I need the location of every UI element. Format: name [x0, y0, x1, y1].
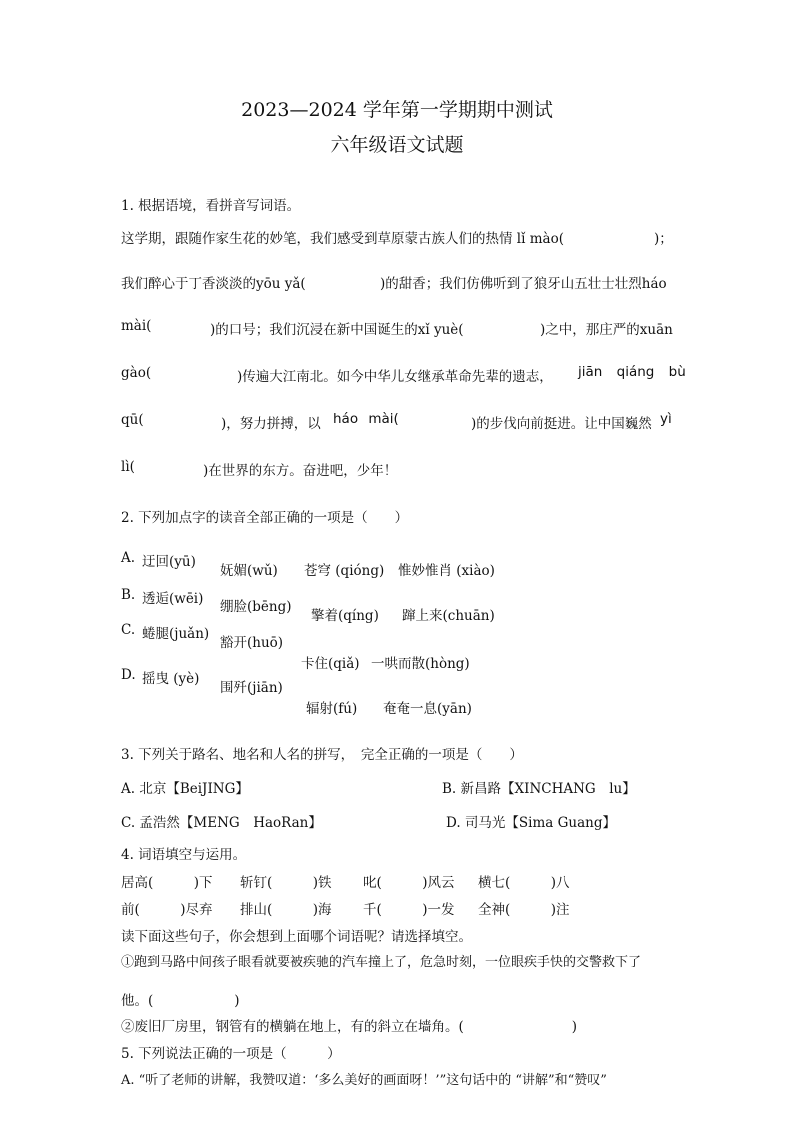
q2-option-d-label: D. — [121, 667, 136, 683]
q2-c4: 一哄而散(hòng) — [371, 656, 470, 672]
q1-line3a: mài( — [121, 318, 152, 334]
q2-b1: 透逅(wēi) — [142, 591, 204, 607]
q5-heading: 5. 下列说法正确的一项是（ ） — [121, 1046, 341, 1062]
q2-heading: 2. 下列加点字的读音全部正确的一项是（ ） — [121, 510, 409, 526]
q4-heading: 4. 词语填空与运用。 — [121, 847, 247, 863]
q1-line4b: )传遍大江南北。如今中华儿女继承革命先辈的遗志， — [237, 369, 553, 385]
q4-row2-item: 前( )尽弃 — [121, 902, 213, 918]
q4-row1-item: 横七( )八 — [478, 875, 570, 891]
q4-row1-item: 叱( )风云 — [363, 875, 455, 891]
q2-c1: 蜷腿(juǎn) — [142, 626, 210, 642]
q2-a1: 迂回(yū) — [142, 554, 196, 570]
q2-b3: 擎着(qíng) — [311, 608, 379, 624]
q2-b2: 绷脸(bēng) — [220, 599, 292, 615]
q1-line5e: yì — [660, 411, 672, 427]
q1-heading: 1. 根据语境，看拼音写词语。 — [121, 198, 301, 214]
q2-option-a-label: A. — [121, 550, 136, 566]
q1-line1-end: )； — [654, 231, 673, 247]
q4-row1-item: 斩钉( )铁 — [240, 875, 332, 891]
q2-option-b-label: B. — [121, 587, 136, 603]
exam-subtitle: 六年级语文试题 — [330, 134, 464, 156]
q4-sentence-2: ②废旧厂房里，钢管有的横躺在地上，有的斜立在墙角。( ) — [121, 1019, 578, 1035]
q4-sentence-1: ①跑到马路中间孩子眼看就要被疾驰的汽车撞上了，危急时刻，一位眼疾手快的交警救下了 — [121, 955, 642, 970]
q3-heading: 3. 下列关于路名、地名和人名的拼写， 完全正确的一项是（ ） — [121, 747, 523, 763]
q4-row1-item: 居高( )下 — [121, 875, 213, 891]
q2-a3: 苍穹 (qióng) — [304, 563, 385, 579]
q2-option-c-label: C. — [121, 622, 136, 638]
q2-d4: 奄奄一息(yān) — [383, 701, 472, 717]
q2-d1: 摇曳 (yè) — [142, 671, 200, 687]
q3-option-c: C. 孟浩然【MENG HaoRan】 — [121, 815, 322, 831]
q2-d2: 围歼(jiān) — [220, 680, 283, 696]
q1-line3c: )之中，那庄严的xuān — [540, 322, 673, 338]
q2-a4: 惟妙惟肖 (xiào) — [398, 563, 495, 579]
q4-row2-item: 排山( )海 — [240, 902, 332, 918]
q2-c3: 卡住(qiǎ) — [301, 656, 360, 672]
q2-d3: 辐射(fú) — [306, 701, 358, 717]
q4-instruction: 读下面这些句子，你会想到上面哪个词语呢？请选择填空。 — [121, 929, 472, 945]
q1-line5b: )，努力拼搏，以 — [221, 416, 321, 432]
q1-line3b: )的口号；我们沉浸在新中国诞生的xǐ yuè( — [210, 322, 464, 338]
q1-line4a: gào( — [121, 365, 152, 381]
q3-option-d: D. 司马光【Sima Guang】 — [446, 815, 616, 831]
q2-a2: 妩媚(wǔ) — [220, 563, 278, 579]
q3-option-a: A. 北京【BeiJING】 — [121, 781, 249, 797]
q1-line2a: 我们醉心于丁香淡淡的yōu yǎ( — [121, 276, 306, 292]
exam-title: 2023—2024 学年第一学期期中测试 — [241, 99, 553, 121]
q5-option-a: A. “听了老师的讲解，我赞叹道：‘多么美好的画面呀！’”这句话中的 “讲解”和“赞叹” — [121, 1073, 607, 1088]
q1-line6a: lì( — [121, 459, 135, 475]
q2-c2: 豁开(huō) — [220, 635, 284, 651]
q1-line5d: )的步伐向前挺进。让中国巍然 — [471, 416, 652, 432]
q1-line5c: háo mài( — [333, 411, 399, 427]
q4-row2-item: 千( )一发 — [363, 902, 455, 918]
q1-line6b: )在世界的东方。奋进吧，少年！ — [203, 463, 398, 479]
q4-sentence-1-end: 他。( ) — [121, 993, 240, 1009]
q1-line5a: qū( — [121, 412, 144, 428]
q4-row2-item: 全神( )注 — [478, 902, 570, 918]
q1-line2b: )的甜香；我们仿佛听到了狼牙山五壮士壮烈háo — [380, 276, 667, 292]
q3-option-b: B. 新昌路【XINCHANG lu】 — [442, 781, 636, 797]
q1-line1: 这学期，跟随作家生花的妙笔，我们感受到草原蒙古族人们的热情 lǐ mào( — [121, 231, 564, 247]
q1-line4c: jiān qiáng bù — [578, 364, 686, 380]
q2-b4: 蹿上来(chuān) — [402, 608, 495, 624]
